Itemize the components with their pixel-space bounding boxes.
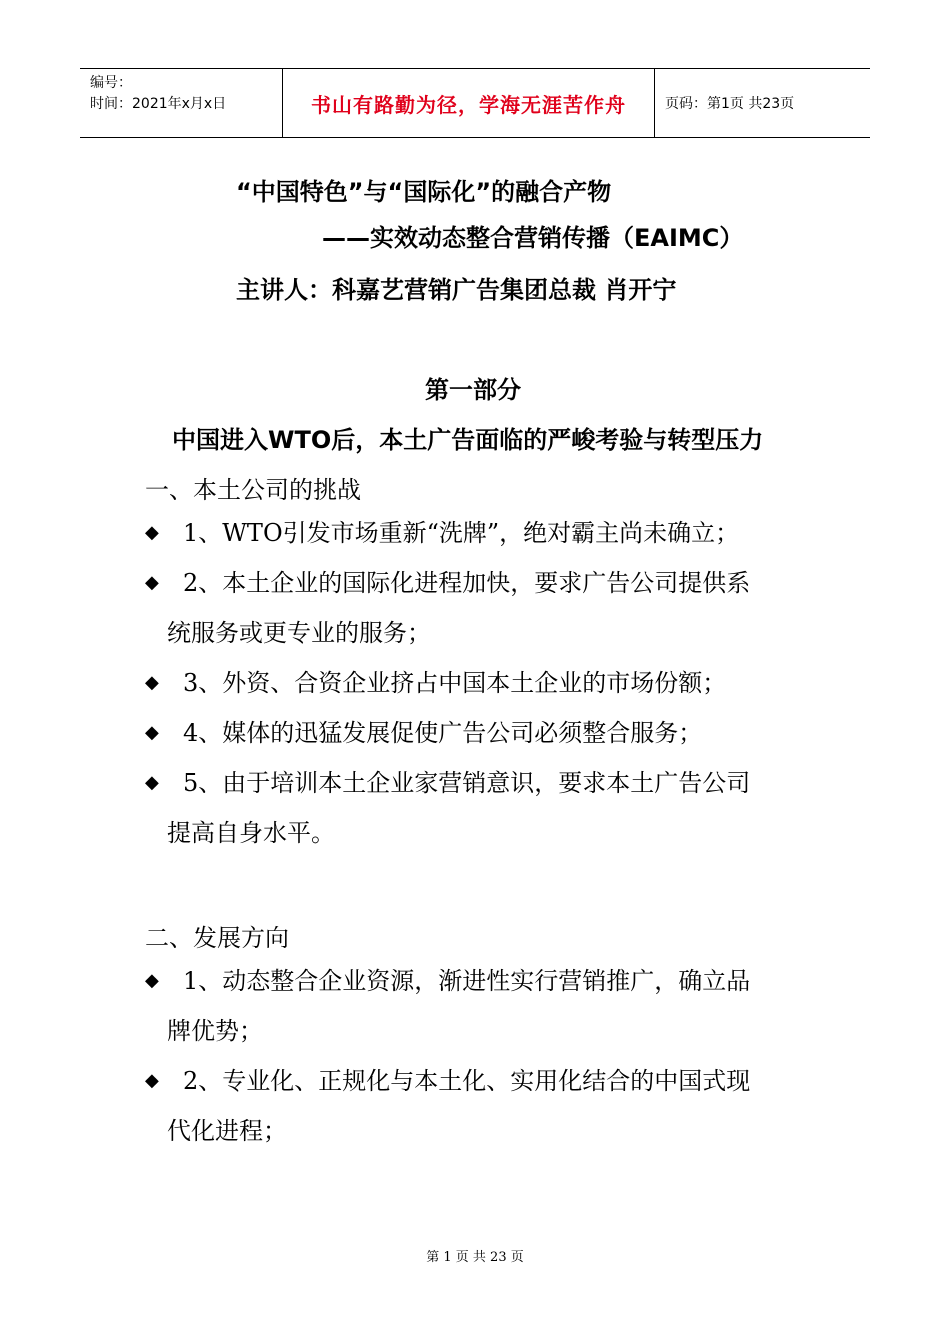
list-item bbox=[145, 658, 805, 708]
list-item bbox=[145, 956, 805, 1056]
list-item bbox=[145, 708, 805, 758]
list-item bbox=[145, 758, 805, 858]
list-item-line: 统服务或更专业的服务； bbox=[167, 619, 431, 647]
list-item-line: 提高自身水平。 bbox=[167, 819, 335, 847]
speaker-line: 主讲人：科嘉艺营销广告集团总裁 肖开宁 bbox=[236, 276, 677, 304]
list-item bbox=[145, 558, 805, 658]
list-item-line: 4、媒体的迅猛发展促使广告公司必须整合服务； bbox=[183, 719, 703, 747]
list-item bbox=[145, 1056, 805, 1156]
bullet-diamond-icon: ◆ bbox=[145, 522, 159, 543]
header-meta bbox=[80, 69, 282, 137]
list-item-line: 2、专业化、正规化与本土化、实用化结合的中国式现 bbox=[183, 1067, 751, 1095]
list-item-line: 2、本土企业的国际化进程加快，要求广告公司提供系 bbox=[183, 569, 751, 597]
bullet-diamond-icon: ◆ bbox=[145, 772, 159, 793]
part-heading: 第一部分 bbox=[425, 376, 521, 404]
bullet-diamond-icon: ◆ bbox=[145, 672, 159, 693]
title-line-1: “中国特色”与“国际化”的融合产物 bbox=[236, 178, 612, 206]
bullet-diamond-icon: ◆ bbox=[145, 722, 159, 743]
list-item-line: 牌优势； bbox=[167, 1017, 263, 1045]
time-label: 时间：2021年x月x日 bbox=[90, 96, 227, 112]
list-item-line: 3、外资、合资企业挤占中国本土企业的市场份额； bbox=[183, 669, 727, 697]
header-motto: 书山有路勤为径，学海无涯苦作舟 bbox=[282, 69, 655, 137]
list-item-line: 代化进程； bbox=[167, 1117, 287, 1145]
number-label: 编号： bbox=[90, 75, 132, 91]
list-item-line: 1、动态整合企业资源，渐进性实行营销推广，确立品 bbox=[183, 967, 751, 995]
list-item bbox=[145, 508, 805, 558]
list-item-line: 5、由于培训本土企业家营销意识，要求本土广告公司 bbox=[183, 769, 751, 797]
bullet-diamond-icon: ◆ bbox=[145, 970, 159, 991]
page-footer: 第 1 页 共 23 页 bbox=[426, 1250, 524, 1265]
section2-heading: 二、发展方向 bbox=[145, 924, 289, 952]
section1-heading: 一、本土公司的挑战 bbox=[145, 476, 361, 504]
list-item-line: 1、WTO引发市场重新“洗牌”，绝对霸主尚未确立； bbox=[183, 519, 740, 547]
document-header bbox=[80, 68, 870, 138]
header-page-info: 页码：第1页 共23页 bbox=[665, 96, 795, 112]
bullet-diamond-icon: ◆ bbox=[145, 1070, 159, 1091]
bullet-diamond-icon: ◆ bbox=[145, 572, 159, 593]
part-subheading: 中国进入WTO后，本土广告面临的严峻考验与转型压力 bbox=[172, 426, 764, 454]
title-line-2: ——实效动态整合营销传播（EAIMC） bbox=[322, 224, 744, 252]
